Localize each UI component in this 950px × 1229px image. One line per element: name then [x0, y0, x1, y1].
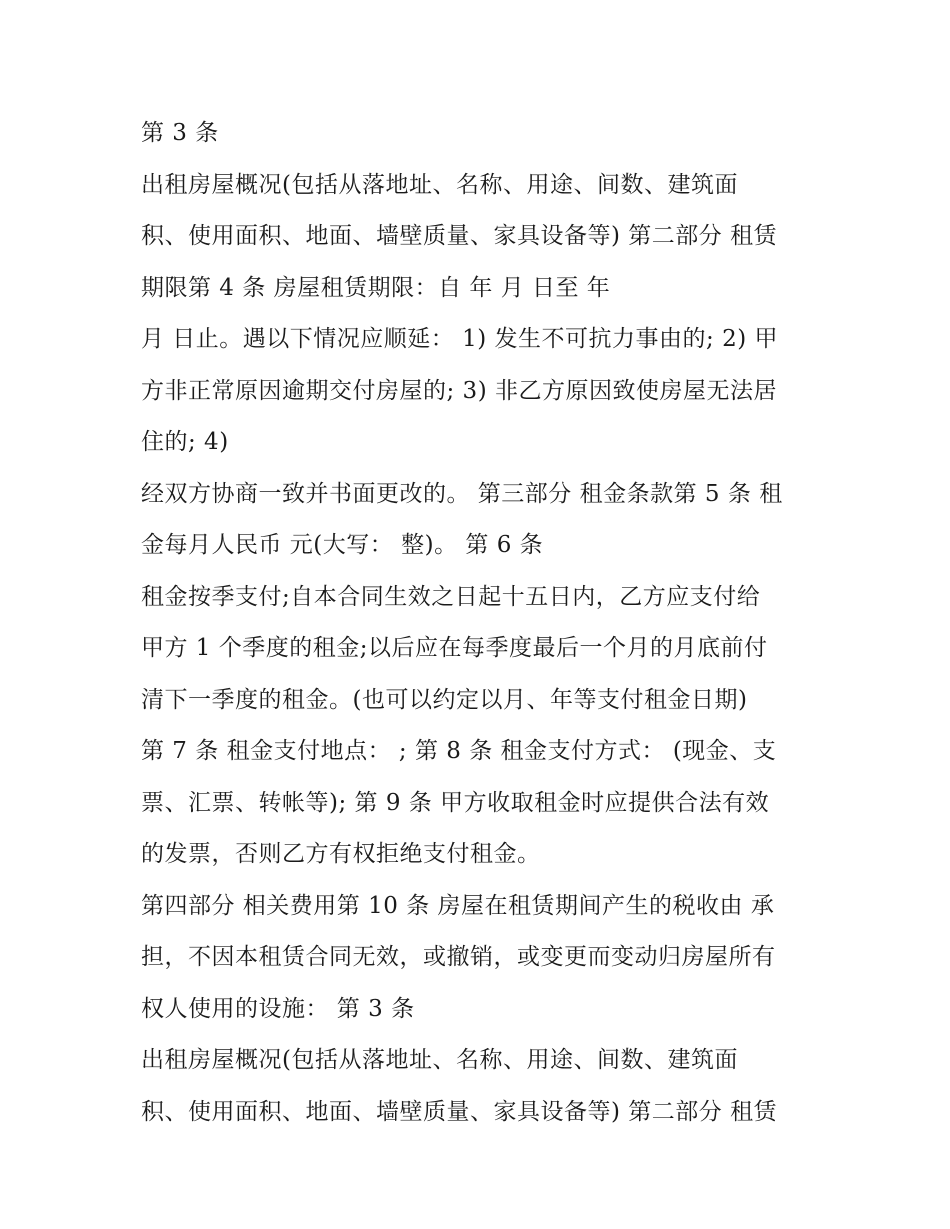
text-line: 出租房屋概况(包括从落地址、名称、用途、间数、建筑面 — [141, 1047, 738, 1073]
text-line: 清下一季度的租金。(也可以约定以月、年等支付租金日期) — [141, 686, 748, 713]
document-body — [141, 108, 821, 1138]
text-line: 出租房屋概况(包括从落地址、名称、用途、间数、建筑面 — [141, 171, 738, 198]
text-line: 积、使用面积、地面、墙壁质量、家具设备等) 第二部分 租赁 — [141, 1098, 778, 1125]
text-line: 租金按季支付;自本合同生效之日起十五日内，乙方应支付给 — [141, 583, 761, 610]
text-line: 方非正常原因逾期交付房屋的; 3) 非乙方原因致使房屋无法居 — [141, 377, 777, 404]
text-line: 第四部分 相关费用第 10 条 房屋在租赁期间产生的税收由 承 — [141, 892, 775, 919]
text-line: 权人使用的设施： 第 3 条 — [141, 995, 415, 1022]
text-line: 金每月人民币 元(大写： 整)。 第 6 条 — [141, 532, 544, 558]
text-line: 票、汇票、转帐等); 第 9 条 甲方收取租金时应提供合法有效 — [141, 789, 770, 816]
text-line: 住的; 4) — [141, 429, 229, 455]
text-line: 积、使用面积、地面、墙壁质量、家具设备等) 第二部分 租赁 — [141, 223, 778, 249]
text-line: 第 3 条 — [141, 120, 219, 146]
text-line: 的发票，否则乙方有权拒绝支付租金。 — [141, 841, 541, 867]
text-line: 甲方 1 个季度的租金;以后应在每季度最后一个月的月底前付 — [141, 635, 768, 661]
text-line: 第 7 条 租金支付地点： ; 第 8 条 租金支付方式： (现金、支 — [141, 738, 777, 764]
text-line: 期限第 4 条 房屋租赁期限：自 年 月 日至 年 — [141, 274, 611, 301]
text-line: 经双方协商一致并书面更改的。 第三部分 租金条款第 5 条 租 — [141, 480, 783, 507]
text-line: 月 日止。遇以下情况应顺延： 1) 发生不可抗力事由的; 2) 甲 — [141, 326, 779, 352]
text-line: 担，不因本租赁合同无效，或撤销，或变更而变动归房屋所有 — [141, 944, 776, 970]
